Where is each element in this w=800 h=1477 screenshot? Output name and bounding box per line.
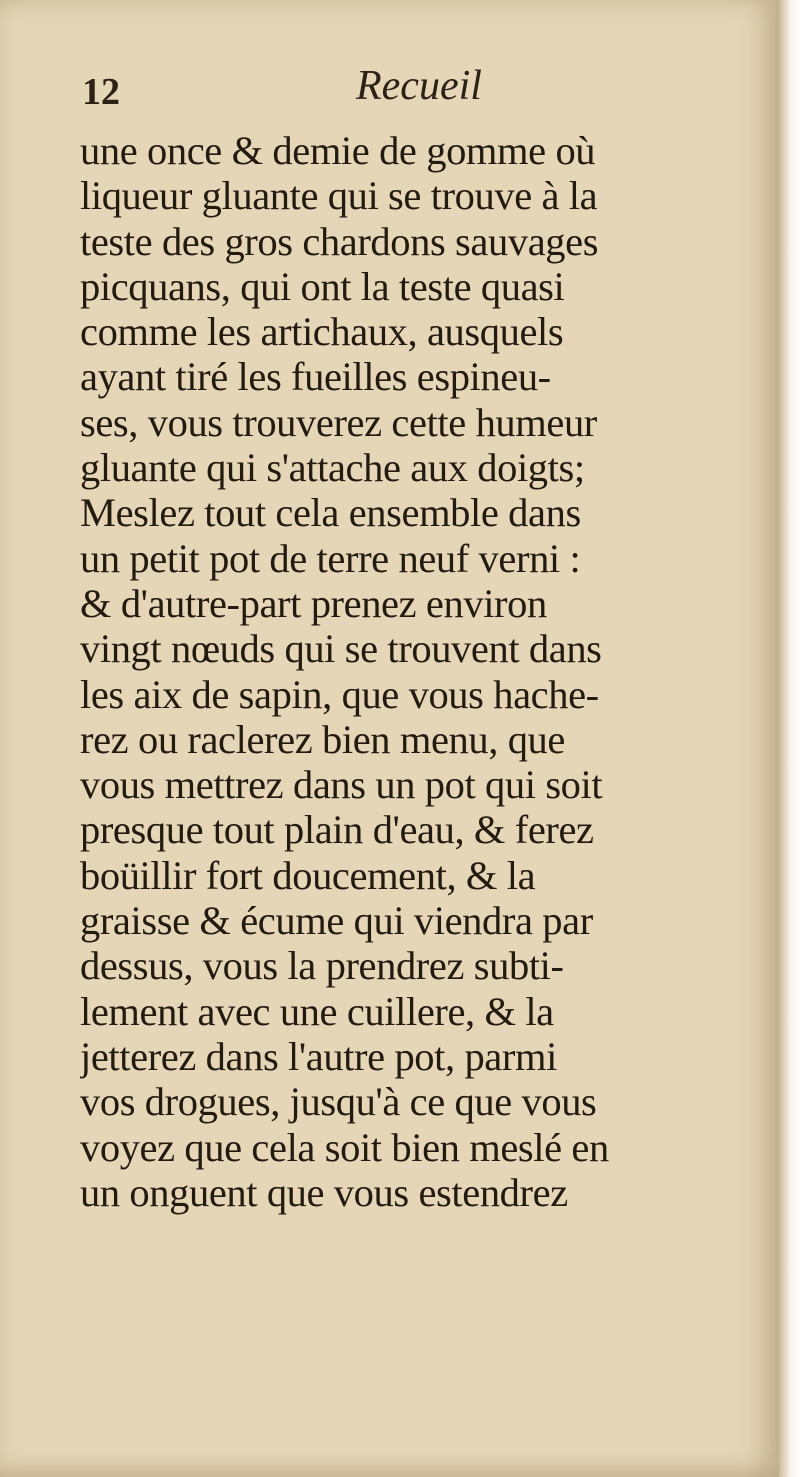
running-title: Recueil [356, 63, 482, 109]
text-line: une once & demie de gomme où [80, 128, 596, 173]
text-line: & d'autre-part prenez environ [80, 580, 547, 626]
text-line: comme les artichaux, ausquels [80, 309, 564, 355]
text-line: Meslez tout cela ensemble dans [80, 490, 581, 536]
text-line: ses, vous trouverez cette humeur [80, 399, 597, 445]
text-line: gluante qui s'attache aux doigts; [80, 445, 585, 491]
text-line: presque tout plain d'eau, & ferez [80, 807, 594, 853]
text-line: boüillir fort doucement, & la [80, 852, 536, 898]
text-line: voyez que cela soit bien meslé en [80, 1124, 609, 1170]
text-line: liqueur gluante qui se trouve à la [80, 173, 598, 219]
page-number: 12 [82, 71, 120, 113]
text-line: ayant tiré les fueilles espineu- [80, 354, 551, 400]
text-line: jetterez dans l'autre pot, parmi [80, 1033, 557, 1079]
text-line: rez ou raclerez bien menu, que [80, 716, 565, 762]
text-line: graisse & écume qui viendra par [80, 898, 593, 944]
text-line: dessus, vous la prendrez subti- [80, 943, 564, 989]
text-line: vous mettrez dans un pot qui soit [80, 762, 603, 808]
text-line: lement avec une cuillere, & la [80, 988, 554, 1034]
page-header [82, 62, 719, 116]
page-edge [779, 0, 800, 1477]
body-text [80, 128, 770, 1215]
text-line: un onguent que vous estendrez [80, 1169, 568, 1215]
text-line: teste des gros chardons sauvages [80, 218, 599, 264]
text-line: vingt nœuds qui se trouvent dans [80, 626, 602, 672]
text-line: picquans, qui ont la teste quasi [80, 263, 565, 309]
text-line: un petit pot de terre neuf verni : [80, 535, 581, 581]
text-line: vos drogues, jusqu'à ce que vous [80, 1079, 597, 1125]
text-line: les aix de sapin, que vous hache- [80, 671, 599, 717]
